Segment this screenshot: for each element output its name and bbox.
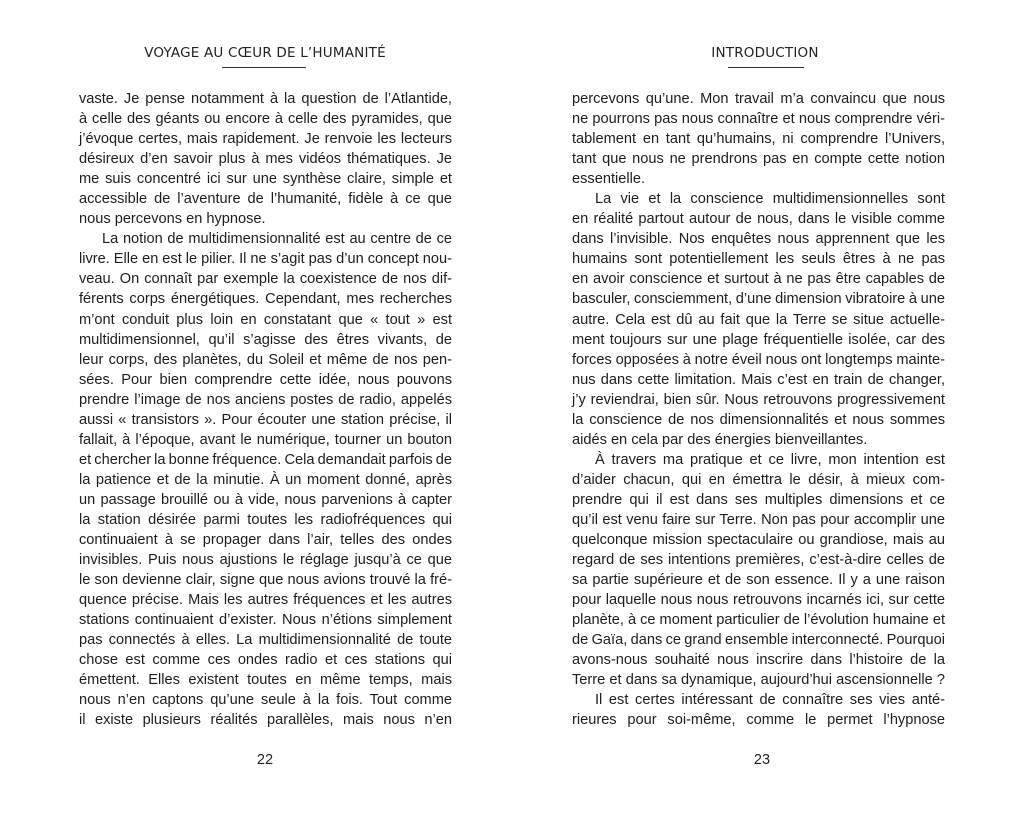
text-line: émettent. Elles existent toutes en même temps, mais: [79, 672, 452, 689]
text-line: nous n’en captons qu’une seule à la fois. Tout comme: [79, 692, 452, 709]
text-line: Terre et dans sa dynamique, aujourd’hui ascensionnelle ?: [572, 672, 945, 689]
page-number: 22: [256, 752, 274, 768]
text-line: la patience et de la minutie. À un moment donné, après: [79, 471, 452, 488]
text-line: aidés en cela par des énergies bienveillantes.: [572, 431, 868, 448]
page-number: 23: [753, 752, 771, 768]
text-line: fallait, à l’époque, avant le numérique, tourner un bouton: [79, 431, 452, 448]
running-head-book-title: VOYAGE AU CŒUR DE L’HUMANITÉ: [144, 45, 386, 61]
text-line: à celle des géants ou encore à celle des pyramides, que: [79, 111, 452, 128]
text-line: il existe plusieurs réalités parallèles, mais nous n’en: [79, 712, 452, 729]
text-line: humains sont potentiellement les seuls êtres à ne pas: [572, 251, 945, 268]
running-head-rule: [728, 67, 804, 68]
text-line: leur corps, des planètes, du Soleil et même de nos pen-: [79, 351, 452, 368]
text-line: forces opposées à notre éveil nous ont longtemps mainte-: [572, 351, 945, 368]
text-line: veau. On connaît par exemple la coexistence de nos dif-: [79, 271, 452, 288]
text-line: accessible de l’aventure de l’humanité, fidèle à ce que: [79, 191, 452, 208]
text-line: La vie et la conscience multidimensionnelles sont: [595, 191, 945, 208]
text-line: quelconque mission spectaculaire ou grandiose, mais au: [572, 532, 945, 549]
text-line: regard de ses intentions premières, c’est-à-dire celles de: [572, 552, 945, 569]
text-line: prendre qui il est dans ses multiples dimensions et ce: [572, 491, 945, 508]
text-line: aussi « transistors ». Pour écouter une station précise, il: [79, 411, 452, 428]
text-line: continuaient à se propager dans l’air, telles des ondes: [79, 532, 452, 549]
text-line: désireux d’en savoir plus à mes vidéos thématiques. Je: [79, 151, 452, 168]
right-page: [512, 0, 1024, 818]
text-line: ne pourrons pas nous connaître et nous comprendre véri-: [572, 111, 945, 128]
text-line: la station désirée parmi toutes les radiofréquences qui: [79, 511, 452, 528]
text-line: un passage brouillé ou à vide, nous parvenions à capter: [79, 491, 452, 508]
text-line: À travers ma pratique et ce livre, mon intention est: [595, 451, 945, 468]
text-line: qu’il est venu faire sur Terre. Non pas pour accomplir une: [572, 511, 945, 528]
text-line: pour laquelle nous nous retrouvons incarnés ici, sur cette: [572, 592, 945, 609]
text-line: invisibles. Puis nous ajustions le réglage jusqu’à ce que: [79, 552, 452, 569]
text-line: tablement en tant qu’humains, ni comprendre l’Univers,: [572, 131, 945, 148]
text-line: La notion de multidimensionnalité est au centre de ce: [102, 231, 452, 248]
text-line: Il est certes intéressant de connaître ses vies anté-: [595, 692, 945, 709]
text-line: j’y reviendrai, bien sûr. Nous retrouvons progressivement: [572, 391, 945, 408]
text-line: en avoir conscience et surtout à ne pas être capables de: [572, 271, 945, 288]
text-line: me suis concentré ici sur une synthèse claire, simple et: [79, 171, 452, 188]
text-line: sées. Pour bien comprendre cette idée, nous pouvons: [79, 371, 452, 388]
text-line: livre. Elle en est le pilier. Il ne s’agit pas d’un concept nou-: [79, 251, 452, 268]
text-line: férents corps énergétiques. Cependant, mes recherches: [79, 291, 452, 308]
text-line: ment toujours sur une plage fréquentielle isolée, car des: [572, 331, 945, 348]
text-line: nous percevons en hypnose.: [79, 211, 266, 228]
text-line: multidimensionnel, qu’il s’agisse des êtres vivants, de: [79, 331, 452, 348]
text-line: chose est comme ces ondes radio et ces stations qui: [79, 652, 452, 669]
text-line: j’évoque certes, mais rapidement. Je renvoie les lecteurs: [79, 131, 452, 148]
text-line: basculer, consciemment, d’une dimension vibratoire à une: [572, 291, 945, 308]
text-line: sa partie supérieure et de son essence. Il y a une raison: [572, 572, 945, 589]
text-line: tant que nous ne prendrons pas en compte cette notion: [572, 151, 945, 168]
text-line: essentielle.: [572, 171, 646, 188]
text-line: dans l’invisible. Nos enquêtes nous apprennent que les: [572, 231, 945, 248]
running-head-rule: [222, 67, 306, 68]
text-line: la conscience de nos dimensionnalités et nous sommes: [572, 411, 945, 428]
text-line: prendre l’image de nos anciens postes de radio, appelés: [79, 391, 452, 408]
text-line: autre. Cela est dû au fait que la Terre se situe actuelle-: [572, 311, 945, 328]
body-text: [572, 89, 945, 731]
text-line: percevons qu’une. Mon travail m’a convaincu que nous: [572, 91, 945, 107]
text-line: planète, à ce moment particulier de l’évolution humaine et: [572, 612, 945, 629]
text-line: avons-nous souhaité nous inscrire dans l’histoire de la: [572, 652, 945, 669]
text-line: le son devienne clair, signe que nous avions trouvé la fré-: [79, 572, 452, 589]
text-line: en réalité partout autour de nous, dans le visible comme: [572, 211, 945, 228]
text-line: de Gaïa, dans ce grand ensemble interconnecté. Pourquoi: [572, 632, 945, 649]
text-line: pas connectés à elles. La multidimensionnalité de toute: [79, 632, 452, 649]
text-line: m’ont conduit plus loin en constatant que « tout » est: [79, 311, 452, 328]
body-text: [79, 89, 452, 731]
text-line: d’aider chacun, qui en émettra le désir, à mieux com-: [572, 471, 945, 488]
text-line: rieures pour soi-même, comme le permet l’hypnose: [572, 712, 945, 729]
text-line: vaste. Je pense notamment à la question de l’Atlantide,: [79, 91, 452, 107]
text-line: et chercher la bonne fréquence. Cela demandait parfois de: [79, 451, 452, 468]
text-line: nus dans cette limitation. Mais c’est en train de changer,: [572, 371, 945, 388]
text-line: quence précise. Mais les autres fréquences et les autres: [79, 592, 452, 609]
running-head-chapter-title: INTRODUCTION: [711, 45, 819, 61]
text-line: stations continuaient d’exister. Nous n’étions simplement: [79, 612, 452, 629]
